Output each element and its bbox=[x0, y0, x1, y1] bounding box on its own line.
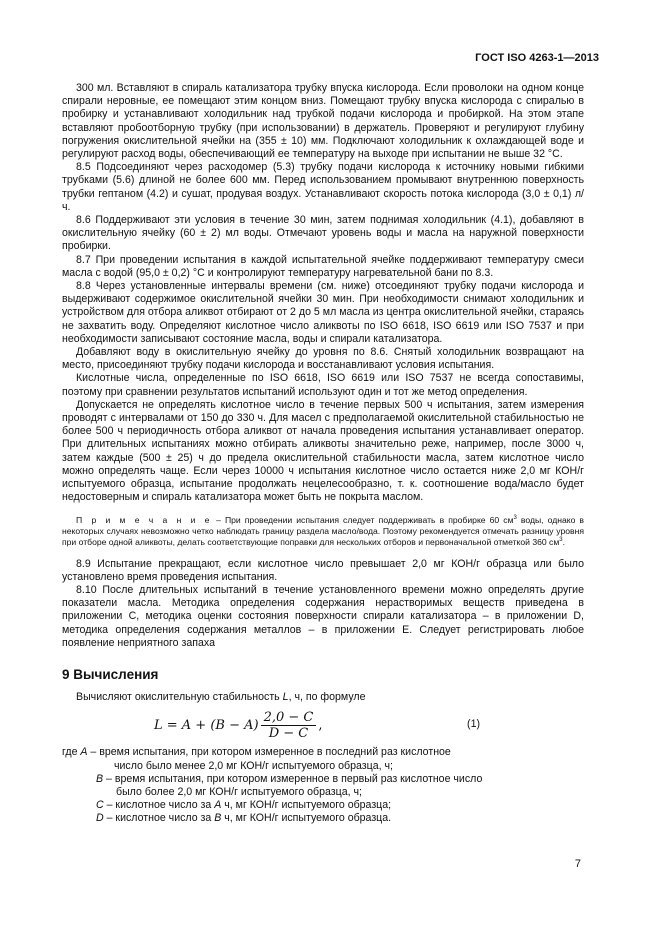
paragraph-continuation: 300 мл. Вставляют в спираль катализатора трубку впуска кислорода. Если проволоки на одном конце спирали неровные, ее помещают этим концом вниз. Помещают трубку впуска кислорода с спиралью в пробирку и устанавливают холодильник над трубкой подачи кислорода и пробиркой. На этом этапе вставляют пробоотборную трубку (при использовании) в держатель. Проверяют и регулируют глубину погружения окислительной ячейки на (355 ± 10) мм. Подключают холодильник к охлаждающей воде и регулируют расход воды, обеспечивающий ее температуру на выходе при испытании не выше 32 °С. bbox=[62, 82, 584, 161]
page-number: 7 bbox=[574, 858, 581, 870]
definition-a bbox=[62, 746, 584, 772]
formula-numerator: 2,0 − C bbox=[261, 710, 317, 726]
paragraph-8-8-acid: Кислотные числа, определенные по ISO 6618, ISO 6619 или ISO 7537 не всегда сопоставимы, поэтому при сравнении результатов испытаний используют один и тот же метод определения. bbox=[62, 372, 584, 398]
definition-c bbox=[62, 799, 584, 812]
symbol-d: D bbox=[96, 812, 104, 825]
definition-b-line2: было более 2,0 мг КОН/г испытуемого образца, ч; bbox=[116, 785, 362, 798]
definition-d-tail: ч, мг КОН/г испытуемого образца. bbox=[221, 812, 392, 825]
symbol-b: B bbox=[96, 772, 104, 785]
formula-intro bbox=[62, 691, 584, 704]
formula-intro-text: Вычисляют окислительную стабильность bbox=[76, 691, 283, 704]
note bbox=[62, 515, 584, 548]
variable-definitions bbox=[62, 746, 584, 825]
where-label: где bbox=[62, 746, 81, 759]
formula-fraction bbox=[261, 710, 317, 741]
symbol-a: A bbox=[80, 746, 88, 759]
definition-c-var: A bbox=[214, 799, 222, 812]
equation-number: (1) bbox=[467, 718, 480, 731]
paragraph-8-5: 8.5 Подсоединяют через расходомер (5.3) трубку подачи кислорода к источнику новыми гибкими трубками (5.6) длиной не более 600 мм. Перед использованием промывают внутреннюю поверхность трубки гептаном (4.2) и сушат, продувая воздух. Устанавливают скорость потока кислорода (3,0 ± 0,1) л/ч. bbox=[62, 161, 584, 213]
section-9-title: 9 Вычисления bbox=[62, 666, 159, 682]
definition-c-tail: ч, мг КОН/г испытуемого образца; bbox=[221, 799, 392, 812]
note-text-c: . bbox=[562, 536, 565, 547]
paragraph-8-10: 8.10 После длительных испытаний в течение установленного времени можно определять другие показатели масла. Методика определения содержания нерастворимых веществ приведена в приложении С, методика оценки состояния поверхности спирали катализатора – в приложении D, методика определения содержания металлов – в приложении Е. Следует регистрировать любое появление неприятного запаха bbox=[62, 583, 584, 649]
paragraph-8-9: 8.9 Испытание прекращают, если кислотное число превышает 2,0 мг КОН/г образца или было установлено время проведения испытания. bbox=[62, 557, 584, 583]
definition-a-line1: – время испытания, при котором измеренное в последний раз кислотное bbox=[87, 746, 451, 759]
formula-intro-tail: , ч, по формуле bbox=[288, 691, 366, 704]
paragraph-8-6: 8.6 Поддерживают эти условия в течение 30 мин, затем поднимая холодильник (4.1), добавляют в окислительную ячейку (60 ± 2) мл воды. Отмечают уровень воды и масла на наружной поверхности пробирки. bbox=[62, 214, 584, 253]
symbol-c: C bbox=[96, 799, 104, 812]
spacer bbox=[62, 548, 584, 558]
note-sup-1: 3 bbox=[513, 514, 517, 521]
page-content bbox=[62, 82, 584, 826]
paragraph-8-8-water: Добавляют воду в окислительную ячейку до уровня по 8.6. Снятый холодильник возвращают на место, присоединяют трубку подачи кислорода и восстанавливают условия испытания. bbox=[62, 346, 584, 372]
formula-denominator: D − C bbox=[268, 725, 309, 741]
formula-lhs: L = A + (B − A) bbox=[154, 717, 259, 733]
standard-header: ГОСТ ISO 4263-1—2013 bbox=[475, 52, 599, 64]
note-label: П р и м е ч а н и е bbox=[76, 514, 213, 525]
formula-intro-var: L bbox=[282, 691, 289, 704]
note-text-a: – При проведении испытания следует поддерживать в пробирке 60 см bbox=[212, 514, 514, 525]
definition-d-text: – кислотное число за bbox=[103, 812, 215, 825]
formula-row bbox=[62, 708, 584, 742]
definition-d-var: B bbox=[214, 812, 222, 825]
definition-c-text: – кислотное число за bbox=[103, 799, 215, 812]
note-text-b: воды, однако в некоторых случаях невозможно четко наблюдать границу раздела масло/вода. Поэтому рекомендуется отмечать разницу уровня при отборе одной аликвоты, делать соответствующие поправки для нескольких отборов и первоначальной отметкой 360 см bbox=[62, 514, 584, 547]
paragraph-8-8: 8.8 Через установленные интервалы времени (см. ниже) отсоединяют трубку подачи кислорода и выдерживают содержимое окислительной ячейки 30 мин. При необходимости снимают холодильник и устройством для отбора аликвот отбирают от 2 до 5 мл масла из центра окислительной ячейки, стараясь не захватить воду. Определяют кислотное число аликвоты по ISO 6618, ISO 6619 или ISO 7537 и при необходимости записывают состояние масла, воды и спирали катализатора. bbox=[62, 280, 584, 345]
definition-b bbox=[62, 773, 584, 799]
paragraph-8-8-intervals: Допускается не определять кислотное число в течение первых 500 ч испытания, затем измерения проводят с интервалами от 150 до 330 ч. Для масел с предполагаемой окислительной стабильностью не более 500 ч периодичность отбора аликвот от начала проведения испытания устанавливает оператор. При длительных испытаниях можно отбирать аликвоты значительно реже, например, после 3000 ч, затем каждые (500 ± 25) ч до предела окислительной стабильности масла, затем кислотное число можно определять чаще. Если через 10000 ч испытания кислотное число остается ниже 2,0 мг КОН/г испытуемого образца, испытание продолжать нецелесообразно, т. к. соотношение вода/масло будет недостоверным и спираль катализатора может быть не покрыта маслом. bbox=[62, 398, 584, 504]
definition-a-line2: число было менее 2,0 мг КОН/г испытуемого образца, ч; bbox=[114, 759, 393, 772]
paragraph-8-7: 8.7 При проведении испытания в каждой испытательной ячейке поддерживают температуру смеси масла с водой (95,0 ± 0,2) °С и контролируют температуру нагревательной бани по 8.3. bbox=[62, 253, 584, 279]
formula bbox=[154, 708, 323, 742]
formula-tail: , bbox=[318, 717, 323, 733]
definition-d bbox=[62, 812, 584, 825]
note-sup-2: 3 bbox=[559, 536, 563, 543]
definition-b-line1: – время испытания, при котором измеренное в первый раз кислотное число bbox=[103, 772, 483, 785]
